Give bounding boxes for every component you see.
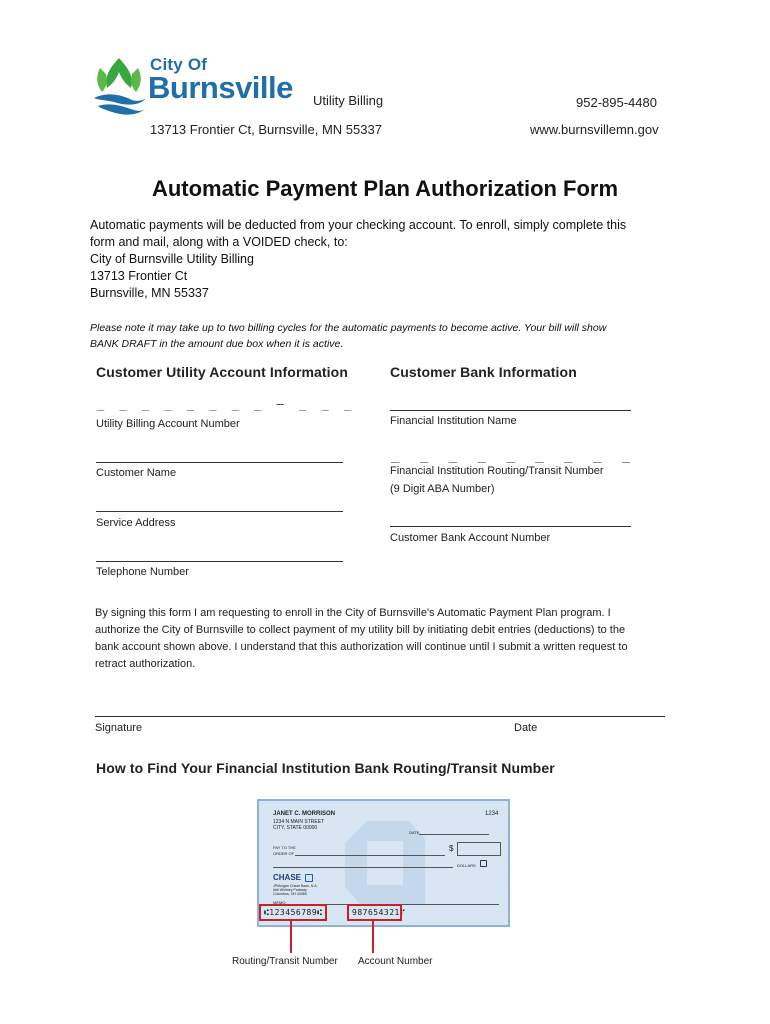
check-payee-line bbox=[295, 855, 445, 856]
check-written-amount-line bbox=[273, 867, 453, 868]
howto-heading: How to Find Your Financial Institution Bank Routing/Transit Number bbox=[96, 760, 555, 776]
check-date-label: DATE bbox=[409, 830, 420, 835]
check-holder-name: JANET C. MORRISON bbox=[273, 811, 336, 817]
note-line: Please note it may take up to two billing cycles for the automatic payments to become active. Your bill will show bbox=[90, 322, 607, 334]
routing-number-sublabel: (9 Digit ABA Number) bbox=[390, 483, 495, 495]
bank-account-number-label: Customer Bank Account Number bbox=[390, 532, 551, 544]
check-holder-address: 1234 N MAIN STREET bbox=[273, 819, 325, 825]
check-dollar-sign: $ bbox=[449, 844, 454, 853]
chase-octagon-icon bbox=[305, 874, 313, 882]
check-signature-line bbox=[399, 904, 499, 905]
routing-number-field[interactable]: _ _ _ _ _ _ _ _ _ bbox=[391, 447, 637, 463]
institution-name-field[interactable] bbox=[390, 410, 631, 411]
check-number: 1234 bbox=[485, 811, 499, 817]
logo-burnsville: Burnsville bbox=[148, 70, 293, 105]
account-caption: Account Number bbox=[358, 956, 433, 967]
authorization-text bbox=[95, 605, 628, 673]
check-bank-name: CHASE bbox=[273, 873, 302, 882]
authorization-line: retract authorization. bbox=[95, 658, 196, 670]
mailing-address-line: City of Burnsville Utility Billing bbox=[90, 252, 254, 266]
service-address-label: Service Address bbox=[96, 517, 176, 529]
routing-number-label: Financial Institution Routing/Transit Number bbox=[390, 465, 604, 477]
utility-account-number-field[interactable]: _ _ _ _ _ _ _ _ – _ _ _ bbox=[97, 397, 356, 411]
check-date-line bbox=[419, 834, 489, 835]
signature-label: Signature bbox=[95, 722, 143, 734]
check-dollars-label: DOLLARS bbox=[457, 863, 476, 868]
account-highlight-box bbox=[347, 904, 402, 921]
signature-field[interactable] bbox=[95, 716, 665, 717]
city-address: 13713 Frontier Ct, Burnsville, MN 55337 bbox=[150, 122, 382, 137]
check-bank-address: JPMorgan Chase Bank, N.A. bbox=[273, 884, 318, 888]
check-memo-label: MEMO bbox=[273, 900, 286, 905]
routing-caption: Routing/Transit Number bbox=[232, 956, 338, 967]
telephone-number-label: Telephone Number bbox=[96, 566, 189, 578]
authorization-line: By signing this form I am requesting to enroll in the City of Burnsville's Automatic Payment Plan program. I bbox=[95, 607, 611, 619]
lock-icon bbox=[480, 860, 487, 867]
customer-name-field[interactable] bbox=[96, 462, 343, 463]
check-order-of-label: ORDER OF bbox=[273, 851, 295, 856]
intro-text bbox=[90, 217, 626, 302]
date-label: Date bbox=[514, 722, 538, 734]
utility-account-number-label: Utility Billing Account Number bbox=[96, 418, 240, 430]
telephone-number-field[interactable] bbox=[96, 561, 343, 562]
bank-account-number-field[interactable] bbox=[390, 526, 631, 527]
note-line: BANK DRAFT in the amount due box when it is active. bbox=[90, 338, 344, 350]
bank-section-heading: Customer Bank Information bbox=[390, 364, 577, 380]
mailing-address-line: 13713 Frontier Ct bbox=[90, 269, 188, 283]
website-link[interactable]: www.burnsvillemn.gov bbox=[530, 122, 659, 137]
check-amount-box bbox=[457, 842, 501, 856]
check-pay-to-label: PAY TO THE bbox=[273, 845, 296, 850]
institution-name-label: Financial Institution Name bbox=[390, 415, 517, 427]
check-holder-city: CITY, STATE 00000 bbox=[273, 825, 318, 831]
check-routing-number: ⑆123456789⑆ bbox=[264, 908, 323, 917]
intro-line: Automatic payments will be deducted from your checking account. To enroll, simply complete this bbox=[90, 218, 627, 232]
customer-name-label: Customer Name bbox=[96, 467, 177, 479]
leaf-tree-icon bbox=[90, 54, 148, 120]
intro-line: form and mail, along with a VOIDED check, to: bbox=[90, 235, 348, 249]
check-bank-street: ### Whitney Parkway bbox=[273, 888, 307, 892]
page-title: Automatic Payment Plan Authorization Form bbox=[151, 176, 619, 201]
mailing-address-line: Burnsville, MN 55337 bbox=[90, 286, 209, 300]
activation-note bbox=[90, 320, 606, 352]
check-account-number: 987654321⑈ bbox=[352, 908, 406, 917]
city-logo bbox=[90, 54, 293, 124]
logo-city-of: City Of bbox=[150, 55, 208, 74]
customer-section-heading: Customer Utility Account Information bbox=[96, 364, 348, 380]
authorization-line: bank account shown above. I understand that this authorization will continue until I submit a written request to bbox=[95, 641, 628, 653]
routing-highlight-box bbox=[259, 904, 327, 921]
department-name: Utility Billing bbox=[313, 93, 384, 108]
account-pointer-line bbox=[372, 919, 374, 953]
check-bank-city: Columbus, OH 43085 bbox=[273, 892, 307, 896]
service-address-field[interactable] bbox=[96, 511, 343, 512]
phone-number: 952-895-4480 bbox=[576, 95, 657, 110]
authorization-line: authorize the City of Burnsville to collect payment of my utility bill by initiating debit entries (deductions) to the bbox=[95, 624, 626, 636]
routing-pointer-line bbox=[290, 919, 292, 953]
